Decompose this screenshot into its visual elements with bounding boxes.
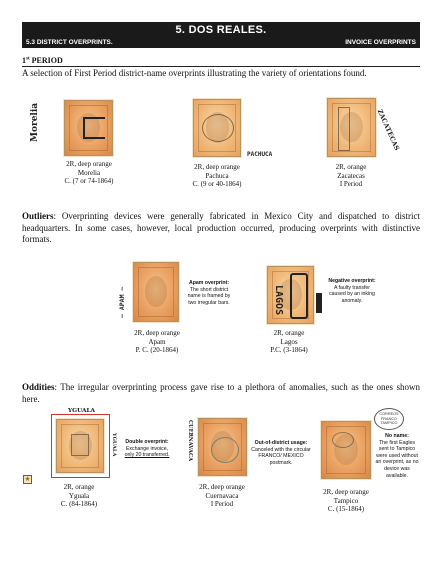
- note-text: The short district name is framed by two irregular bars.: [187, 286, 231, 306]
- overprint-box: [71, 434, 89, 456]
- oddities-label: Oddities: [22, 382, 55, 392]
- postmark-illustration: CORREOS FRANCO TAMPICO: [374, 408, 404, 430]
- note-title: Apam overprint:: [188, 280, 230, 286]
- outliers-paragraph: [22, 211, 420, 246]
- stamp-apam: [133, 262, 179, 322]
- caption-line: Pachuca: [205, 171, 229, 180]
- caption-line: P. C. (20-1864): [135, 346, 179, 355]
- stamp-morelia: [64, 100, 113, 156]
- period-suffix: st: [26, 56, 30, 62]
- overprint-apam: — APAM —: [118, 286, 126, 318]
- note-text: A faulty transfer caused by an inking anomaly.: [329, 284, 375, 304]
- outliers-label: Outliers: [22, 211, 54, 221]
- period-label: PERIOD: [31, 56, 63, 65]
- caption-line: 2R, orange: [335, 163, 367, 171]
- overprint-zacatecas: ZACATECAS: [375, 108, 402, 152]
- caption-morelia: [55, 160, 123, 186]
- section-label: 5.3 DISTRICT OVERPRINTS.: [26, 39, 113, 46]
- caption-line: Tampico: [333, 496, 359, 505]
- postmark-ring: [332, 432, 354, 448]
- period-heading: [22, 56, 420, 67]
- period-number: 1: [22, 56, 26, 65]
- overprint-apam-text: APAM: [118, 294, 126, 311]
- caption-line: 2R, deep orange: [199, 483, 245, 491]
- caption-line: C. (15-1864): [327, 505, 365, 514]
- caption-line: 2R, deep orange: [134, 329, 180, 337]
- note-yguala: [122, 439, 172, 459]
- caption-line: 2R, deep orange: [194, 163, 240, 171]
- postmark-ring: [202, 114, 234, 142]
- caption-line: C. (7 or 74-1864): [64, 177, 114, 186]
- section-right-label: INVOICE OVERPRINTS: [345, 39, 416, 46]
- note-cuernavaca: [251, 440, 311, 466]
- note-title: Double overprint:: [125, 439, 169, 445]
- note-text: The first Eagles sent to Tampico were used without an overprint, as no device was available.: [375, 439, 419, 479]
- caption-lagos: [256, 329, 322, 355]
- caption-cuernavaca: [187, 483, 257, 509]
- overprint-frame: [290, 273, 308, 319]
- page-title: 5. DOS REALES.: [175, 24, 267, 36]
- outliers-text: : Overprinting devices were generally fabricated in Mexico City and dispatched to district headquarters. In some cases, however, local production occurred, producing overprints with distinctive formats.: [22, 211, 420, 244]
- caption-tampico: [310, 488, 382, 514]
- caption-line: Zacatecas: [337, 171, 365, 180]
- overprint-yguala-top: YGUALA: [68, 408, 96, 414]
- caption-line: 2R, orange: [63, 483, 95, 491]
- stamp-yguala: [56, 419, 104, 473]
- note-title: Out-of-district usage:: [254, 440, 308, 446]
- overprint-pachuca: PACHUCA: [247, 151, 273, 158]
- overprint-yguala-side: YGUALA: [111, 433, 117, 457]
- caption-line: C. (84-1864): [60, 500, 98, 509]
- note-underlined: only 20 transferred.: [124, 452, 170, 459]
- caption-line: I Period: [210, 500, 234, 509]
- caption-line: Cuernavaca: [205, 491, 239, 500]
- caption-line: C. (9 or 40-1864): [192, 180, 242, 189]
- oddities-paragraph: [22, 382, 420, 405]
- caption-yguala: [44, 483, 114, 509]
- caption-line: P.C. (3-1864): [270, 346, 308, 355]
- overprint-cuernavaca: CUERNAVACA: [187, 420, 193, 462]
- caption-line: Apam: [148, 337, 166, 346]
- overprint-lagos: LAGOS: [273, 285, 284, 316]
- stamp-cuernavaca: [198, 418, 247, 476]
- caption-line: Lagos: [280, 337, 298, 346]
- overprint-morelia: Morelia: [30, 102, 40, 142]
- caption-line: I Period: [339, 180, 363, 189]
- page-header: [22, 22, 420, 48]
- oddities-text: : The irregular overprinting process gave rise to a plethora of anomalies, such as the ones shown here.: [22, 382, 420, 404]
- stamp-pachuca: [193, 99, 241, 157]
- caption-line: 2R, deep orange: [323, 488, 369, 496]
- note-text: Canceled with the circular FRANCO/ MEXICO postmark.: [251, 446, 311, 466]
- caption-line: 2R, deep orange: [66, 160, 112, 168]
- caption-pachuca: [182, 163, 252, 189]
- overprint-box: [83, 117, 105, 139]
- stamp-portrait: [145, 276, 167, 307]
- note-apam: [183, 280, 235, 306]
- caption-line: 2R, orange: [273, 329, 305, 337]
- overprint-strip: [338, 107, 350, 151]
- postmark-ring: [211, 437, 239, 463]
- stamp-zacatecas: [327, 98, 376, 157]
- stamp-tampico: [321, 421, 371, 479]
- negative-overprint-sample: [316, 293, 322, 313]
- note-title: No name:: [385, 433, 409, 439]
- caption-apam: [122, 329, 192, 355]
- caption-line: Morelia: [77, 168, 101, 177]
- note-lagos: [327, 278, 377, 304]
- star-icon: ★: [24, 475, 31, 483]
- caption-zacatecas: [318, 163, 384, 189]
- note-tampico: [374, 433, 420, 479]
- caption-line: Yguala: [68, 491, 90, 500]
- intro-paragraph: A selection of First Period district-name overprints illustrating the variety of orientations found.: [22, 68, 367, 78]
- note-text: Exchange invoice,: [125, 445, 169, 452]
- note-title: Negative overprint:: [328, 278, 376, 284]
